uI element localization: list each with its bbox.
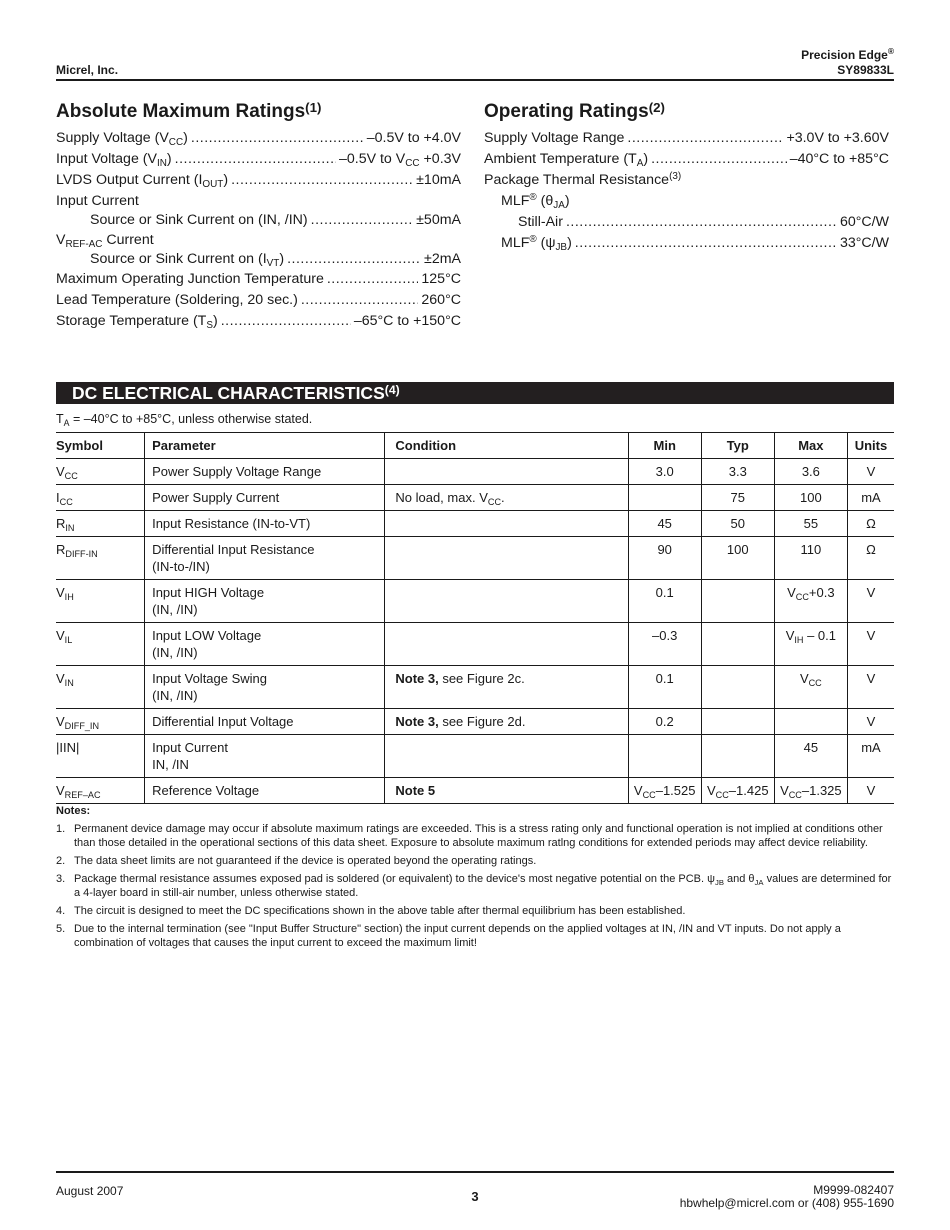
op-still-air: Still-Air ..... 60°C/W bbox=[484, 212, 889, 233]
note-5: 5. Due to the internal termination (see "Input Buffer Structure" section) the input current depends on the applied voltages at IN, /IN and VT inputs. Do not apply a combination of voltages that causes the input current to exceed the maximum limit! bbox=[56, 923, 841, 949]
header-rule bbox=[56, 79, 894, 81]
rating-source-sink-current: Source or Sink Current on (IN, /IN) ..... ±50mA bbox=[56, 211, 461, 230]
table-row: $V_{IN}$ Input Voltage Swing (IN, /IN) Note 3, see Figure 2c. 0.1 $V_{CC}$ V bbox=[56, 666, 894, 709]
rating-lvds-current: LVDS Output Current $(I_{OUT})$ ..... ±10mA bbox=[56, 170, 461, 191]
part-number: SY89833L bbox=[837, 63, 894, 77]
col-min: Min bbox=[628, 433, 701, 459]
dc-section-title: DC ELECTRICAL CHARACTERISTICS$^{(4)}$ bbox=[56, 382, 894, 404]
dc-conditions: $T_A = -40^\circ C$ to +85°C, unless otherwise stated. bbox=[56, 412, 313, 428]
table-row: $V_{REF-AC}$ Reference Voltage Note 5 $V_{CC}-1.525$ $V_{CC}-1.425$ $V_{CC}-1.325$ V bbox=[56, 778, 894, 804]
note-2: 2. The data sheet limits are not guaranteed if the device is operated beyond the operating ratings. bbox=[56, 855, 537, 867]
company-name: Micrel, Inc. bbox=[56, 63, 119, 77]
op-mlf-psi: MLF® $(\psi_{JB})$ ..... 33°C/W bbox=[484, 233, 889, 254]
col-units: Units bbox=[847, 433, 894, 459]
table-row: $I_{CC}$ Power Supply Current No load, max. $V_{CC}$. 75 100 mA bbox=[56, 485, 894, 511]
notes-section bbox=[56, 804, 894, 954]
page-number: 3 bbox=[471, 1189, 479, 1204]
table-row: |IIN| Input Current IN, /IN 45 mA bbox=[56, 735, 894, 778]
rating-vref-source-sink: Source or Sink Current on $(I_{VT})$ ..... ±2mA bbox=[56, 250, 461, 269]
col-parameter: Parameter bbox=[145, 433, 385, 459]
col-typ: Typ bbox=[701, 433, 774, 459]
op-mlf-theta: MLF® $(\theta_{JA})$ bbox=[501, 192, 570, 211]
footer-rule bbox=[56, 1171, 894, 1173]
abs-max-section bbox=[56, 101, 461, 332]
table-row: $V_{IL}$ Input LOW Voltage (IN, /IN) –0.3 $V_{IH} - 0.1$ V bbox=[56, 623, 894, 666]
col-max: Max bbox=[774, 433, 847, 459]
note-4: 4. The circuit is designed to meet the DC specifications shown in the above table after thermal equilibrium has been established. bbox=[56, 905, 686, 917]
footer-contact-block bbox=[680, 1184, 894, 1210]
dc-characteristics-table bbox=[56, 432, 894, 804]
rating-vref-current-head: $V_{REF-AC}$ Current bbox=[56, 232, 154, 250]
table-header-row bbox=[56, 433, 894, 459]
rating-storage-temp: Storage Temperature $(T_S)$ ..... –65°C to +150°C bbox=[56, 311, 461, 332]
contact-info: hbwhelp@micrel.com or (408) 955-1690 bbox=[679, 1196, 894, 1210]
brand-name: Precision Edge bbox=[801, 48, 888, 62]
table-row: $V_{IH}$ Input HIGH Voltage (IN, /IN) 0.1 $V_{CC}+0.3$ V bbox=[56, 580, 894, 623]
rating-supply-voltage: Supply Voltage $(V_{CC})$ ..... –0.5V to +4.0V bbox=[56, 128, 461, 149]
note-3: 3. Package thermal resistance assumes exposed pad is soldered (or equivalent) to the device's most negative potential on the PCB. $\psi_{JB}$ and $\theta_{JA}$ values are determined for a 4-layer board in still-air number, unless otherwise stated. bbox=[56, 873, 892, 899]
document-number: M9999-082407 bbox=[813, 1183, 894, 1197]
op-package-thermal: Package Thermal Resistance$^{(3)}$ bbox=[484, 171, 682, 188]
col-symbol: Symbol bbox=[56, 433, 145, 459]
rating-input-current-head: Input Current bbox=[56, 193, 139, 209]
notes-title: Notes: bbox=[56, 805, 91, 817]
op-ambient-temp: Ambient Temperature $(T_A)$ ..... –40°C to +85°C bbox=[484, 149, 889, 170]
table-row: $R_{IN}$ Input Resistance (IN-to-VT) 45 50 55 Ω bbox=[56, 511, 894, 537]
col-condition: Condition bbox=[385, 433, 628, 459]
table-row: $R_{DIFF-IN}$ Differential Input Resistance (IN-to-/IN) 90 100 110 Ω bbox=[56, 537, 894, 580]
registered-mark: ® bbox=[887, 46, 894, 56]
rating-junction-temp: Maximum Operating Junction Temperature ..... 125°C bbox=[56, 269, 461, 290]
abs-max-title: Absolute Maximum Ratings$^{(1)}$ bbox=[56, 100, 322, 122]
op-supply-range: Supply Voltage Range ..... +3.0V to +3.60V bbox=[484, 128, 889, 149]
operating-section bbox=[484, 101, 889, 254]
operating-title: Operating Ratings$^{(2)}$ bbox=[484, 100, 665, 122]
table-row: $V_{CC}$ Power Supply Voltage Range 3.0 3.3 3.6 V bbox=[56, 459, 894, 485]
footer-date: August 2007 bbox=[56, 1184, 124, 1198]
table-row: $V_{DIFF\_IN}$ Differential Input Voltage Note 3, see Figure 2d. 0.2 V bbox=[56, 709, 894, 735]
note-1: 1. Permanent device damage may occur if absolute maximum ratings are exceeded. This is a stress rating only and functional operation is not implied at conditions other than those detailed in the operational sections of this data sheet. Exposure to absolute maximum ratlng conditions for extended periods may affect device reliability. bbox=[56, 823, 883, 849]
rating-input-voltage: Input Voltage $(V_{IN})$ ..... –0.5V to $V_{CC} +0.3V$ bbox=[56, 149, 461, 170]
brand-block bbox=[801, 48, 894, 78]
rating-lead-temp: Lead Temperature (Soldering, 20 sec.) ..... 260°C bbox=[56, 290, 461, 311]
